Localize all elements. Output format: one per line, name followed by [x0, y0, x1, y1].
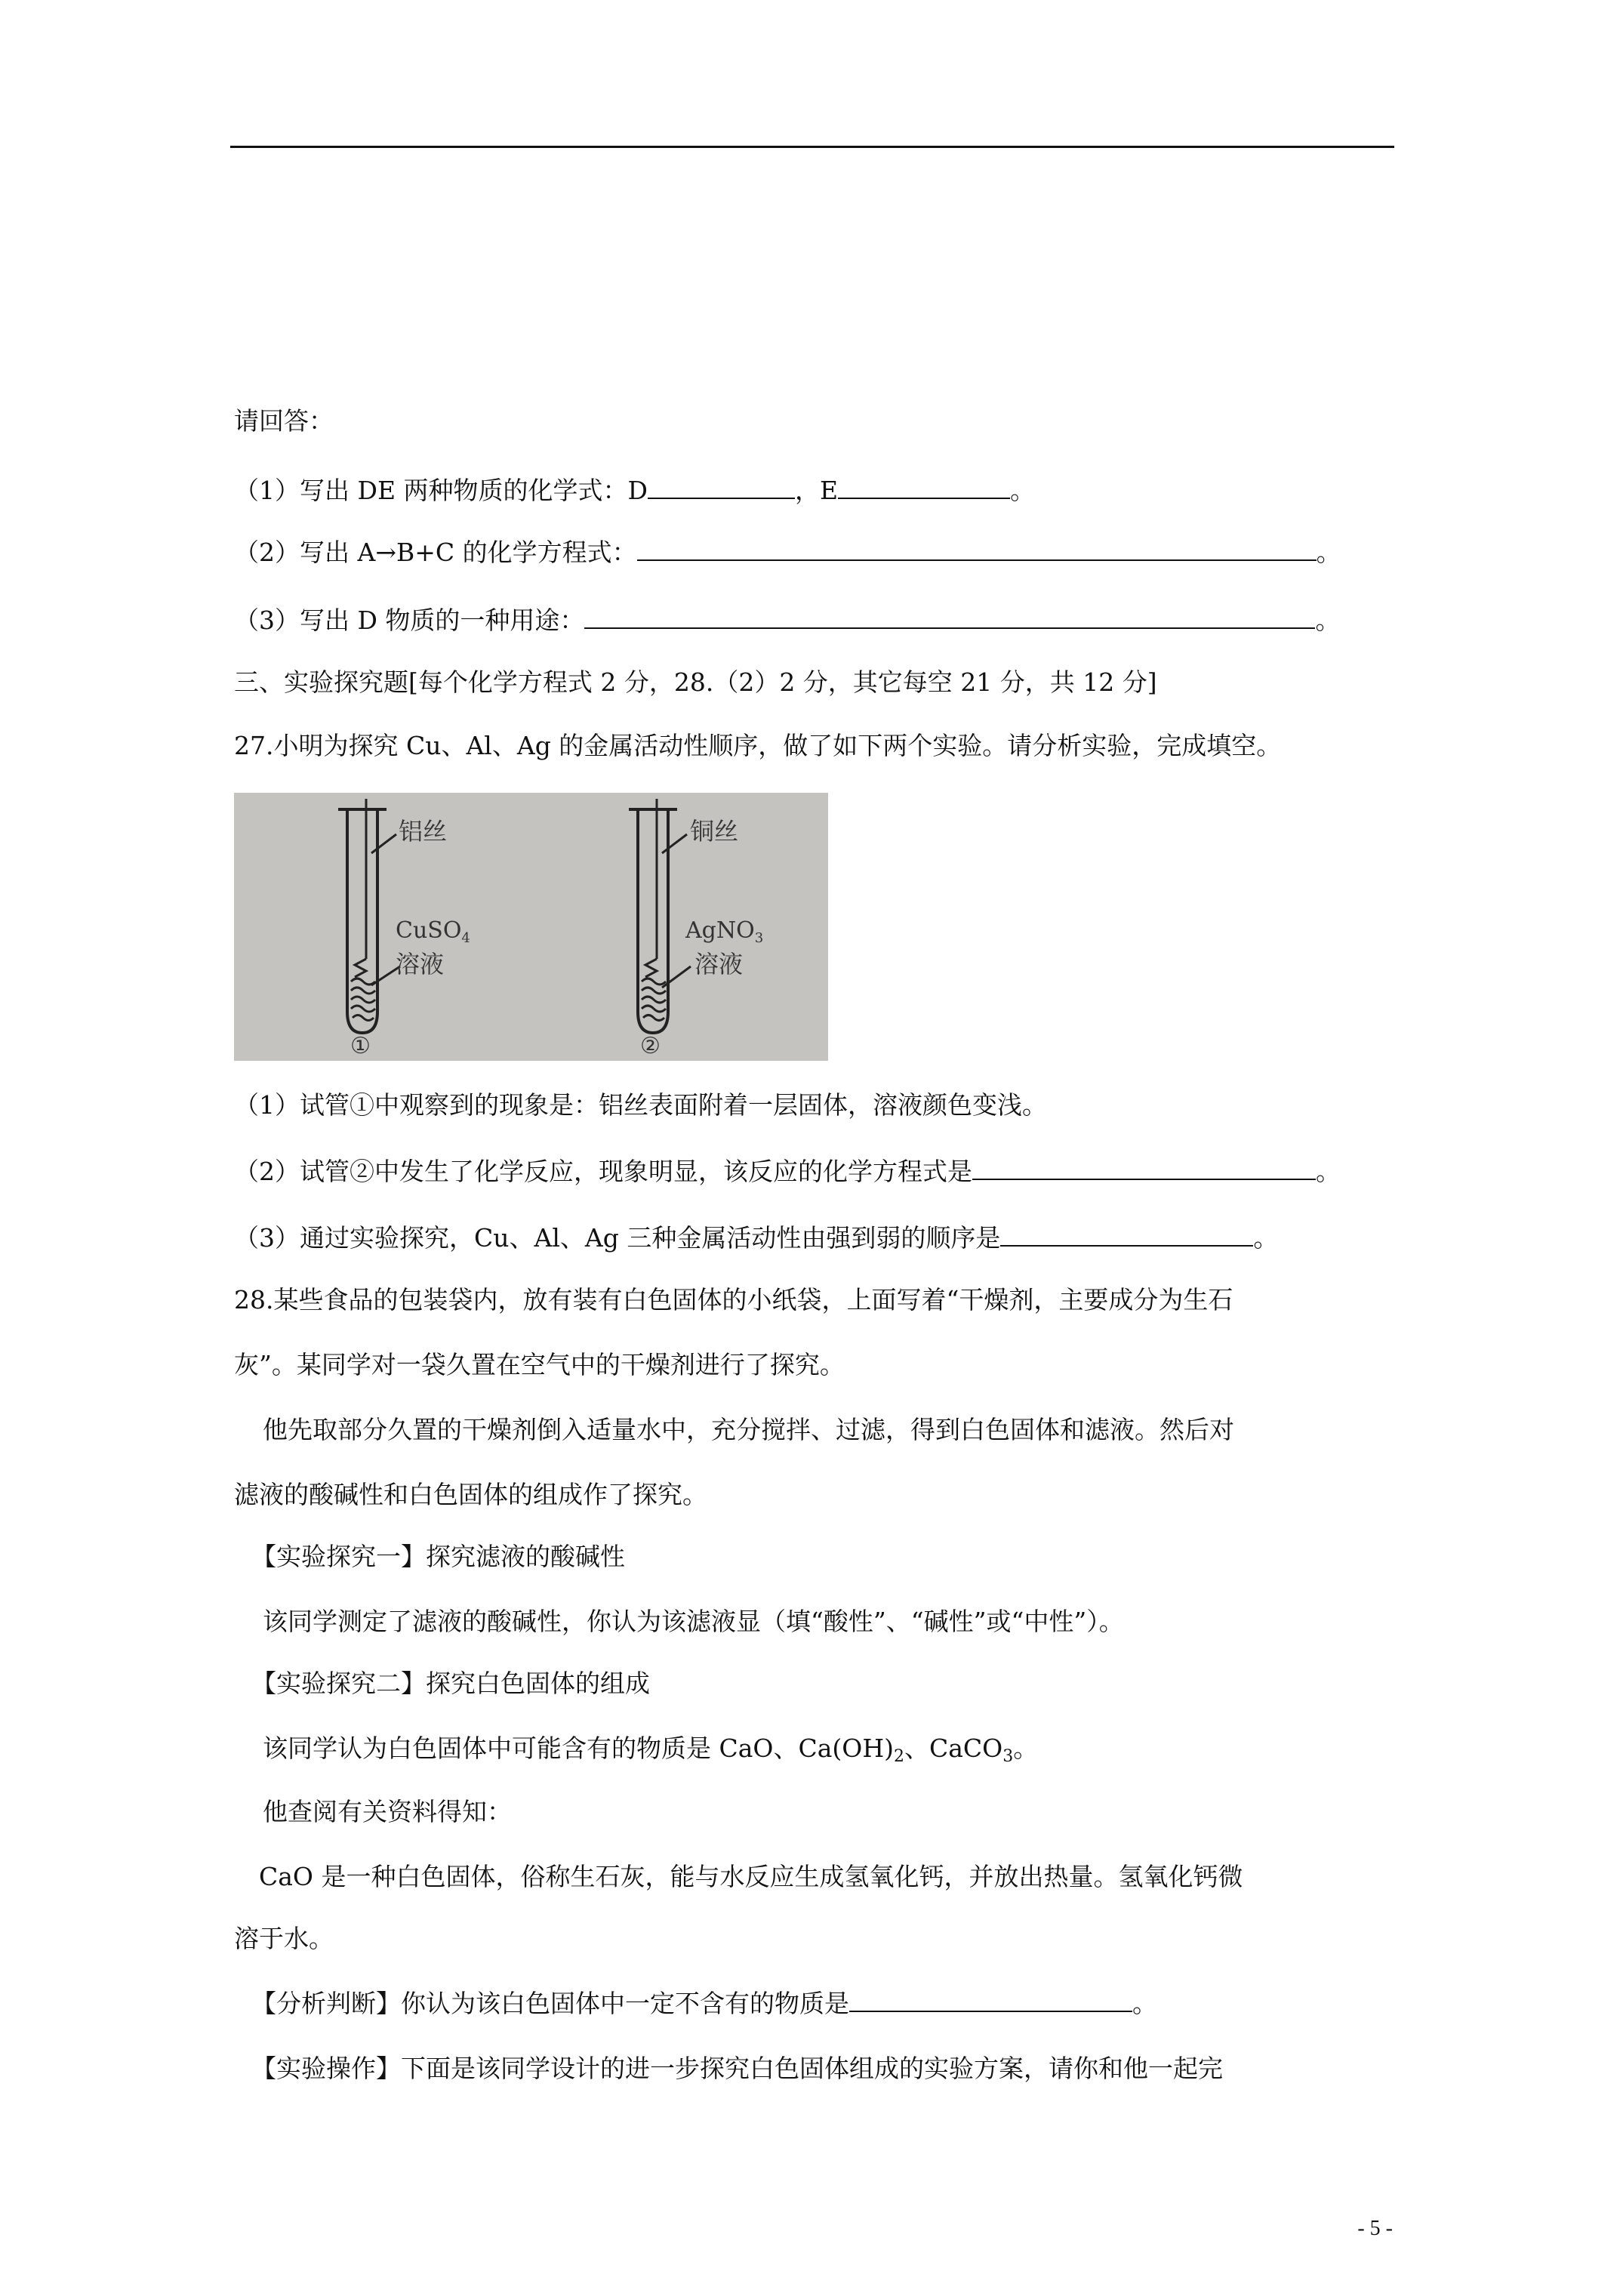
answer-blank-absent-substance[interactable] [849, 1988, 1132, 2012]
tube-1-number: ① [350, 1033, 371, 1059]
q27-stem: 27.小明为探究 Cu、Al、Ag 的金属活动性顺序，做了如下两个实验。请分析实验，完成填空。 [234, 731, 1282, 760]
q26-part3: （3）写出 D 物质的一种用途： 。 [234, 606, 1341, 635]
info-title: 他查阅有关资料得知： [263, 1797, 512, 1826]
answer-blank-reaction[interactable] [972, 1156, 1316, 1180]
test-tube-diagram [234, 793, 828, 1061]
section3-heading: 三、实验探究题[每个化学方程式 2 分，28.（2）2 分，其它每空 21 分，共 12 分] [234, 667, 1157, 697]
answer-blank-order[interactable] [1000, 1222, 1253, 1247]
header-rule [230, 146, 1394, 148]
analysis-line: 【分析判断】你认为该白色固体中一定不含有的物质是 。 [251, 1989, 1157, 2018]
tube-2-solution-word: 溶液 [694, 950, 744, 978]
tube-2-solution-label: AgNO$_3$ [685, 917, 764, 946]
answer-blank-equation[interactable] [637, 537, 1317, 561]
operation-line: 【实验操作】下面是该同学设计的进一步探究白色固体组成的实验方案，请你和他一起完 [251, 2054, 1223, 2083]
q26-part2: （2）写出 A→B+C 的化学方程式： 。 [234, 538, 1341, 567]
tube-2-number: ② [640, 1033, 661, 1059]
inquiry2-title: 【实验探究二】探究白色固体的组成 [251, 1669, 650, 1698]
inquiry1-text: 该同学测定了滤液的酸碱性，你认为该滤液显（填“酸性”、“碱性”或“中性”）。 [263, 1607, 1124, 1636]
answer-blank-use[interactable] [584, 605, 1315, 629]
tube-1-solution-word: 溶液 [396, 950, 445, 978]
intro-text: 请回答： [234, 406, 334, 436]
answer-blank-d[interactable] [648, 475, 795, 499]
test-tube-figure [234, 793, 828, 1061]
inquiry1-title: 【实验探究一】探究滤液的酸碱性 [251, 1542, 625, 1571]
inquiry2-text: 该同学认为白色固体中可能含有的物质是 CaO、$Ca(OH)_2$、CaCO$_3$。 [263, 1734, 1039, 1766]
tube-1-wire-label: 铝丝 [399, 817, 448, 846]
info-line1: CaO 是一种白色固体，俗称生石灰，能与水反应生成氢氧化钙，并放出热量。氢氧化钙微 [259, 1862, 1243, 1891]
q27-part1: （1）试管①中观察到的现象是：铝丝表面附着一层固体，溶液颜色变浅。 [234, 1090, 1047, 1120]
solution-2-icon [642, 978, 666, 1021]
q26-part1: （1）写出 DE 两种物质的化学式：D ，E 。 [234, 476, 1036, 505]
tube-1-solution-label: CuSO$_4$ [396, 917, 470, 946]
q28-stem-line1: 28.某些食品的包装袋内，放有装有白色固体的小纸袋，上面写着“干燥剂，主要成分为生石 [234, 1285, 1233, 1314]
page-number: - 5 - [1357, 2217, 1393, 2240]
tube-2-wire-label: 铜丝 [690, 817, 739, 846]
q28-stem-line2: 灰”。某同学对一袋久置在空气中的干燥剂进行了探究。 [234, 1350, 845, 1379]
q27-part3: （3）通过实验探究，Cu、Al、Ag 三种金属活动性由强到弱的顺序是 。 [234, 1223, 1279, 1253]
q28-para1-line1: 他先取部分久置的干燥剂倒入适量水中，充分搅拌、过滤，得到白色固体和滤液。然后对 [263, 1415, 1234, 1444]
answer-blank-e[interactable] [838, 475, 1010, 499]
info-line2: 溶于水。 [234, 1924, 334, 1953]
q28-para1-line2: 滤液的酸碱性和白色固体的组成作了探究。 [234, 1480, 707, 1509]
q27-part2: （2）试管②中发生了化学反应，现象明显，该反应的化学方程式是 。 [234, 1157, 1341, 1186]
